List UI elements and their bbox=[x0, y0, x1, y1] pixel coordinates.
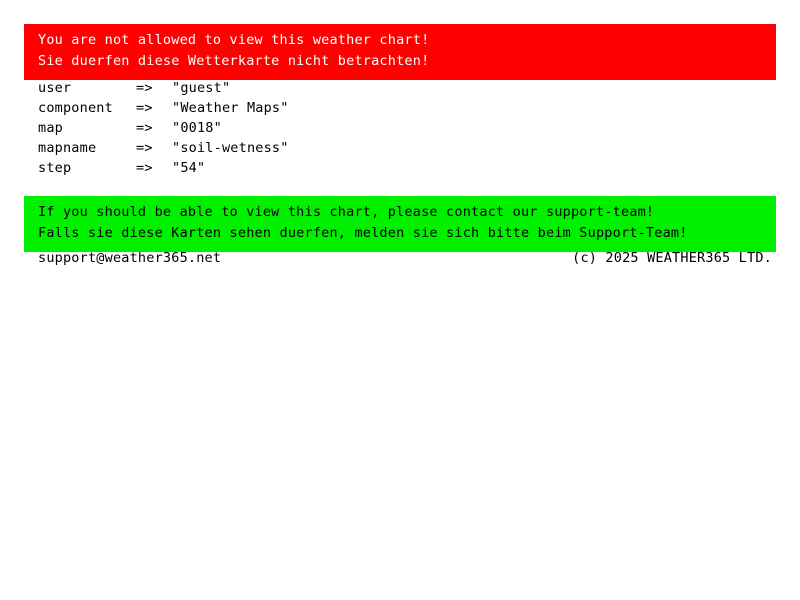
access-denied-message-en: You are not allowed to view this weather chart! bbox=[38, 32, 430, 48]
param-key-mapname: mapname bbox=[38, 140, 97, 156]
support-info-message-en: If you should be able to view this chart, please contact our support-team! bbox=[38, 204, 655, 220]
param-arrow-icon: => bbox=[136, 80, 153, 96]
param-value-user: "guest" bbox=[172, 80, 231, 96]
param-row bbox=[38, 80, 738, 100]
param-key-step: step bbox=[38, 160, 72, 176]
param-row bbox=[38, 140, 738, 160]
param-arrow-icon: => bbox=[136, 160, 153, 176]
param-arrow-icon: => bbox=[136, 140, 153, 156]
access-denied-message-de: Sie duerfen diese Wetterkarte nicht betrachten! bbox=[38, 53, 430, 69]
support-email-link[interactable]: support@weather365.net bbox=[38, 250, 222, 266]
request-parameters-list bbox=[38, 80, 738, 180]
param-key-component: component bbox=[38, 100, 113, 116]
copyright-notice: (c) 2025 WEATHER365 LTD. bbox=[572, 250, 772, 266]
param-value-map: "0018" bbox=[172, 120, 222, 136]
param-value-step: "54" bbox=[172, 160, 206, 176]
support-info-banner bbox=[24, 196, 776, 252]
param-arrow-icon: => bbox=[136, 120, 153, 136]
param-key-user: user bbox=[38, 80, 72, 96]
param-value-mapname: "soil-wetness" bbox=[172, 140, 289, 156]
support-info-message-de: Falls sie diese Karten sehen duerfen, melden sie sich bitte beim Support-Team! bbox=[38, 225, 688, 241]
param-row bbox=[38, 160, 738, 180]
param-row bbox=[38, 120, 738, 140]
access-denied-banner bbox=[24, 24, 776, 80]
param-key-map: map bbox=[38, 120, 63, 136]
param-row bbox=[38, 100, 738, 120]
param-arrow-icon: => bbox=[136, 100, 153, 116]
param-value-component: "Weather Maps" bbox=[172, 100, 289, 116]
footer bbox=[38, 250, 772, 266]
